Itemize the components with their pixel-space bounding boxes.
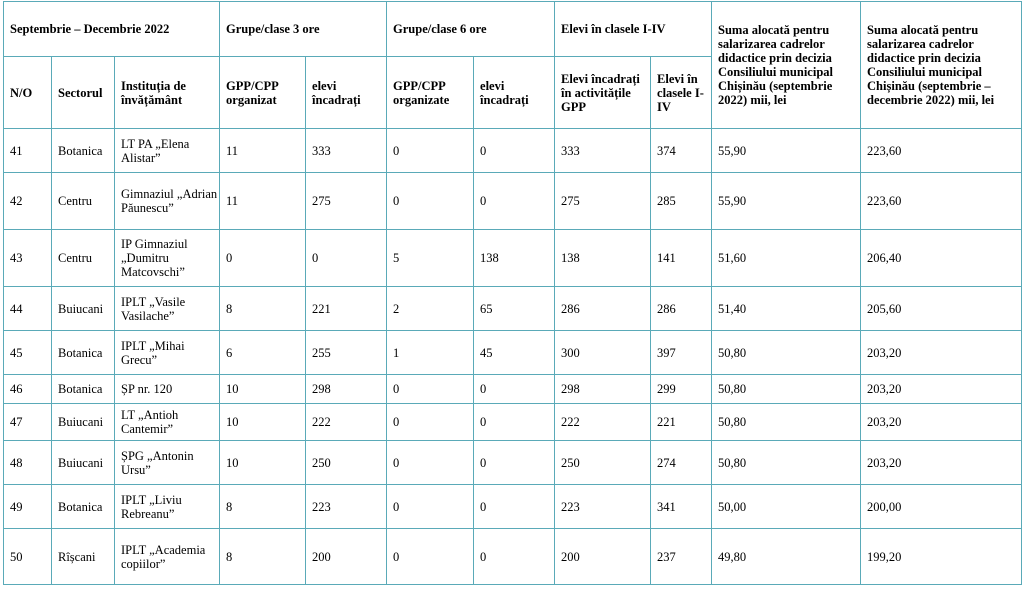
cell-gpp-3h: 8	[220, 485, 306, 529]
cell-pupils-classes: 274	[651, 441, 712, 485]
cell-pupils-6h: 45	[474, 331, 555, 375]
cell-no: 47	[4, 404, 52, 441]
cell-gpp-3h: 10	[220, 375, 306, 404]
cell-sector: Buiucani	[52, 404, 115, 441]
table-row	[4, 230, 1022, 287]
cell-sum-total: 203,20	[861, 441, 1022, 485]
cell-sector: Botanica	[52, 331, 115, 375]
cell-sum-september: 50,80	[712, 404, 861, 441]
cell-sum-september: 50,00	[712, 485, 861, 529]
cell-pupils-6h: 0	[474, 375, 555, 404]
table-row	[4, 173, 1022, 230]
cell-no: 46	[4, 375, 52, 404]
header-pupils-classes: Elevi în clasele I-IV	[651, 57, 712, 129]
cell-no: 48	[4, 441, 52, 485]
cell-pupils-3h: 200	[306, 529, 387, 585]
cell-pupils-6h: 65	[474, 287, 555, 331]
cell-pupils-6h: 0	[474, 529, 555, 585]
cell-pupils-gpp: 222	[555, 404, 651, 441]
cell-institution: LT „Antioh Cantemir”	[115, 404, 220, 441]
cell-institution: IPLT „Vasile Vasilache”	[115, 287, 220, 331]
header-pupils-3h: elevi încadrați	[306, 57, 387, 129]
cell-gpp-6h: 0	[387, 375, 474, 404]
cell-sum-september: 50,80	[712, 441, 861, 485]
cell-pupils-gpp: 138	[555, 230, 651, 287]
table-row	[4, 441, 1022, 485]
cell-sector: Botanica	[52, 129, 115, 173]
table-row	[4, 404, 1022, 441]
cell-no: 41	[4, 129, 52, 173]
cell-pupils-classes: 299	[651, 375, 712, 404]
cell-gpp-3h: 11	[220, 173, 306, 230]
cell-gpp-6h: 2	[387, 287, 474, 331]
table-row	[4, 331, 1022, 375]
cell-institution: IPLT „Mihai Grecu”	[115, 331, 220, 375]
cell-gpp-6h: 0	[387, 485, 474, 529]
cell-no: 44	[4, 287, 52, 331]
cell-sum-september: 50,80	[712, 331, 861, 375]
cell-pupils-gpp: 275	[555, 173, 651, 230]
table-row	[4, 529, 1022, 585]
header-gpp-6h: GPP/CPP organizate	[387, 57, 474, 129]
cell-sector: Rîșcani	[52, 529, 115, 585]
header-period: Septembrie – Decembrie 2022	[4, 2, 220, 57]
cell-institution: ȘPG „Antonin Ursu”	[115, 441, 220, 485]
cell-institution: LT PA „Elena Alistar”	[115, 129, 220, 173]
table-row	[4, 287, 1022, 331]
header-pupils-gpp: Elevi încadrați în activitățile GPP	[555, 57, 651, 129]
cell-sum-september: 49,80	[712, 529, 861, 585]
cell-sum-september: 55,90	[712, 129, 861, 173]
cell-pupils-6h: 0	[474, 485, 555, 529]
cell-sector: Centru	[52, 230, 115, 287]
cell-pupils-classes: 286	[651, 287, 712, 331]
cell-institution: IPLT „Academia copiilor”	[115, 529, 220, 585]
cell-gpp-3h: 8	[220, 287, 306, 331]
cell-sum-total: 203,20	[861, 331, 1022, 375]
cell-no: 42	[4, 173, 52, 230]
allocation-table	[3, 1, 1022, 585]
cell-pupils-classes: 397	[651, 331, 712, 375]
table-row	[4, 485, 1022, 529]
cell-gpp-6h: 0	[387, 129, 474, 173]
cell-sum-september: 55,90	[712, 173, 861, 230]
cell-sector: Botanica	[52, 375, 115, 404]
cell-gpp-3h: 8	[220, 529, 306, 585]
cell-sum-total: 199,20	[861, 529, 1022, 585]
cell-pupils-6h: 0	[474, 129, 555, 173]
cell-pupils-6h: 0	[474, 173, 555, 230]
header-groups-3h: Grupe/clase 3 ore	[220, 2, 387, 57]
header-sector: Sectorul	[52, 57, 115, 129]
cell-pupils-3h: 333	[306, 129, 387, 173]
cell-gpp-3h: 10	[220, 441, 306, 485]
cell-gpp-6h: 0	[387, 529, 474, 585]
header-sum-sept-dec: Suma alocată pentru salarizarea cadrelor didactice prin decizia Consiliului municipal Chișinău (septembrie – decembrie 2022) mii, lei	[861, 2, 1022, 129]
cell-sum-september: 51,40	[712, 287, 861, 331]
table-row	[4, 375, 1022, 404]
cell-pupils-gpp: 250	[555, 441, 651, 485]
cell-pupils-gpp: 200	[555, 529, 651, 585]
cell-no: 45	[4, 331, 52, 375]
header-institution: Instituția de învățământ	[115, 57, 220, 129]
cell-institution: Gimnaziul „Adrian Păunescu”	[115, 173, 220, 230]
cell-pupils-gpp: 298	[555, 375, 651, 404]
header-groups-6h: Grupe/clase 6 ore	[387, 2, 555, 57]
cell-no: 43	[4, 230, 52, 287]
cell-institution: ȘP nr. 120	[115, 375, 220, 404]
group-header-row	[4, 2, 1022, 57]
cell-pupils-gpp: 333	[555, 129, 651, 173]
cell-pupils-3h: 221	[306, 287, 387, 331]
cell-pupils-gpp: 286	[555, 287, 651, 331]
cell-pupils-classes: 285	[651, 173, 712, 230]
cell-sum-total: 205,60	[861, 287, 1022, 331]
cell-gpp-3h: 11	[220, 129, 306, 173]
cell-sum-total: 223,60	[861, 173, 1022, 230]
cell-pupils-gpp: 223	[555, 485, 651, 529]
cell-pupils-3h: 222	[306, 404, 387, 441]
cell-gpp-3h: 6	[220, 331, 306, 375]
cell-institution: IP Gimnaziul „Dumitru Matcovschi”	[115, 230, 220, 287]
cell-sector: Buiucani	[52, 287, 115, 331]
cell-pupils-6h: 0	[474, 441, 555, 485]
cell-sum-total: 206,40	[861, 230, 1022, 287]
header-pupils-1-4: Elevi în clasele I-IV	[555, 2, 712, 57]
cell-pupils-3h: 0	[306, 230, 387, 287]
cell-sum-total: 203,20	[861, 375, 1022, 404]
cell-pupils-classes: 221	[651, 404, 712, 441]
cell-pupils-classes: 237	[651, 529, 712, 585]
cell-sum-total: 200,00	[861, 485, 1022, 529]
table-row	[4, 129, 1022, 173]
cell-gpp-6h: 0	[387, 441, 474, 485]
cell-sector: Botanica	[52, 485, 115, 529]
cell-pupils-3h: 298	[306, 375, 387, 404]
cell-sum-total: 203,20	[861, 404, 1022, 441]
cell-sum-september: 51,60	[712, 230, 861, 287]
cell-gpp-3h: 0	[220, 230, 306, 287]
header-gpp-3h: GPP/CPP organizat	[220, 57, 306, 129]
cell-institution: IPLT „Liviu Rebreanu”	[115, 485, 220, 529]
cell-pupils-3h: 250	[306, 441, 387, 485]
cell-pupils-6h: 138	[474, 230, 555, 287]
cell-pupils-3h: 223	[306, 485, 387, 529]
cell-pupils-3h: 255	[306, 331, 387, 375]
cell-pupils-6h: 0	[474, 404, 555, 441]
header-no: N/O	[4, 57, 52, 129]
cell-pupils-gpp: 300	[555, 331, 651, 375]
header-pupils-6h: elevi încadrați	[474, 57, 555, 129]
cell-pupils-3h: 275	[306, 173, 387, 230]
cell-pupils-classes: 374	[651, 129, 712, 173]
header-sum-september: Suma alocată pentru salarizarea cadrelor didactice prin decizia Consiliului municipal Chișinău (septembrie 2022) mii, lei	[712, 2, 861, 129]
cell-sector: Centru	[52, 173, 115, 230]
cell-no: 50	[4, 529, 52, 585]
cell-gpp-6h: 0	[387, 173, 474, 230]
cell-no: 49	[4, 485, 52, 529]
cell-sum-september: 50,80	[712, 375, 861, 404]
cell-gpp-6h: 1	[387, 331, 474, 375]
cell-pupils-classes: 341	[651, 485, 712, 529]
cell-gpp-6h: 0	[387, 404, 474, 441]
cell-sum-total: 223,60	[861, 129, 1022, 173]
cell-sector: Buiucani	[52, 441, 115, 485]
cell-gpp-6h: 5	[387, 230, 474, 287]
cell-pupils-classes: 141	[651, 230, 712, 287]
cell-gpp-3h: 10	[220, 404, 306, 441]
